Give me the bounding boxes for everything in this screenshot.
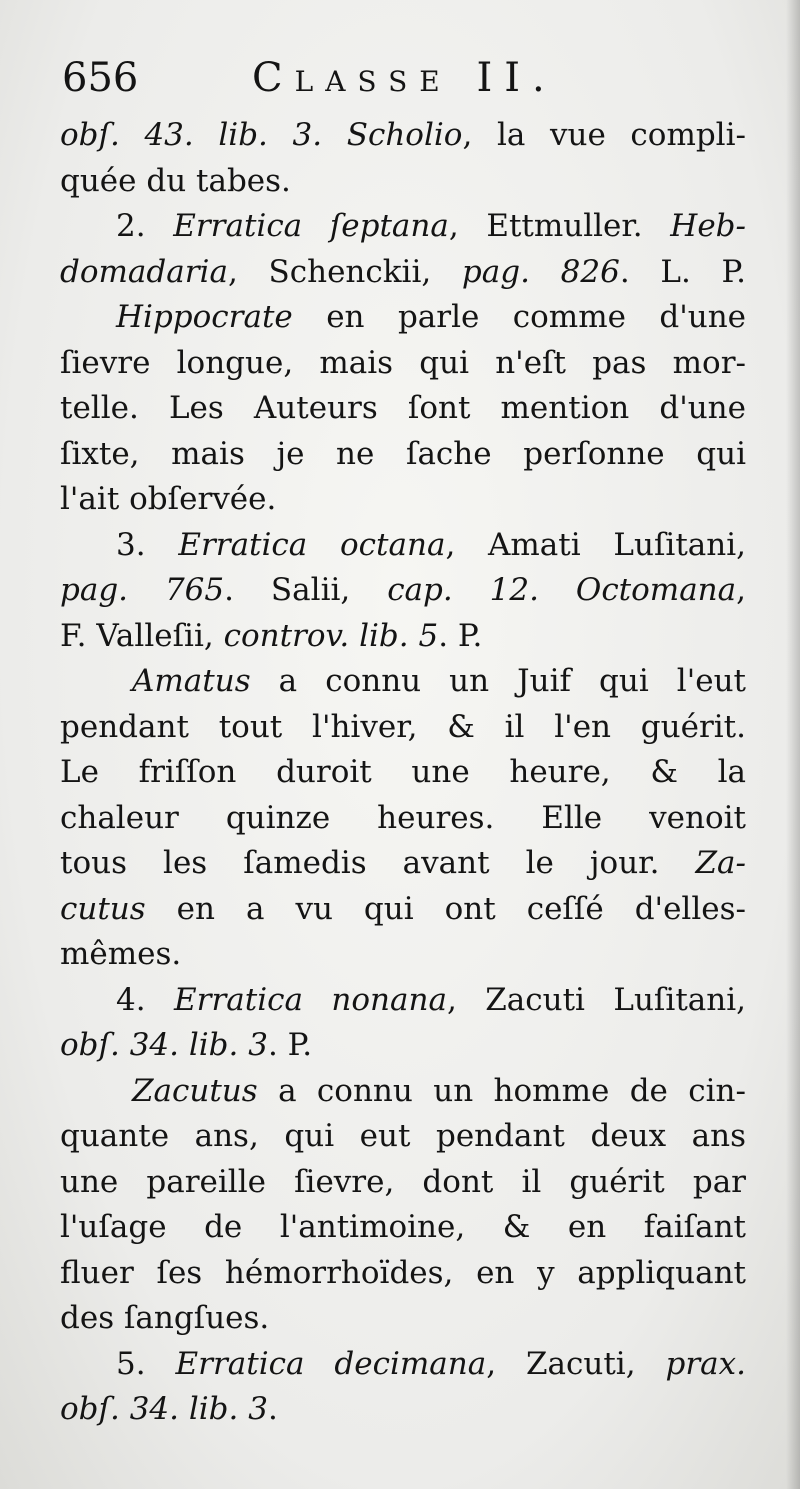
italic-text-run: obſ. 34. lib. 3 xyxy=(60,1391,268,1427)
italic-text-run: Erratica nonana xyxy=(174,981,447,1018)
text-run: , Zacuti, xyxy=(486,1345,666,1382)
text-run: a connu un homme de cin- xyxy=(257,1072,746,1109)
text-run: des ſangſues. xyxy=(60,1300,270,1336)
italic-text-run: obſ. 43. lib. 3. Scholio xyxy=(60,117,463,153)
text-run: . L. P. xyxy=(619,253,746,290)
text-line xyxy=(60,477,746,523)
text-run: Le friſſon duroit une heure, & la xyxy=(60,754,746,790)
text-line xyxy=(60,705,746,751)
text-run: . P. xyxy=(438,617,483,654)
text-run: une pareille ſievre, dont il guérit par xyxy=(60,1163,746,1200)
text-line xyxy=(60,796,746,842)
text-run: telle. Les Auteurs ſont mention d'une xyxy=(60,390,746,426)
text-run: , Zacuti Luſitani, xyxy=(446,981,746,1018)
italic-text-run: Amatus xyxy=(132,663,251,699)
text-line xyxy=(60,341,746,387)
text-line xyxy=(60,159,746,205)
text-line xyxy=(60,386,746,432)
text-line xyxy=(60,1160,746,1206)
italic-text-run: controv. lib. 5 xyxy=(223,617,439,654)
text-line xyxy=(60,614,746,660)
text-line xyxy=(60,1205,746,1251)
text-run: fluer ſes hémorrhoïdes, en y appliquant xyxy=(60,1254,746,1291)
text-run: quée du tabes. xyxy=(60,162,291,199)
text-run: chaleur quinze heures. Elle venoit xyxy=(60,799,746,836)
text-line xyxy=(60,659,746,705)
text-run: , xyxy=(736,572,746,608)
text-line xyxy=(60,113,746,159)
text-line xyxy=(60,250,746,296)
page-edge-shadow xyxy=(786,0,800,1489)
text-line xyxy=(60,750,746,796)
text-run: . P. xyxy=(267,1027,313,1063)
text-line xyxy=(60,841,746,887)
text-line xyxy=(60,295,746,341)
text-run: ſixte, mais je ne ſache perſonne qui xyxy=(60,435,746,472)
text-run: 5. xyxy=(116,1345,176,1382)
italic-text-run: cutus xyxy=(60,890,146,927)
italic-text-run: Za- xyxy=(695,845,746,881)
body-text xyxy=(60,113,746,1433)
text-run: quante ans, qui eut pendant deux ans xyxy=(60,1118,746,1154)
italic-text-run: Erratica octana xyxy=(178,526,446,563)
text-run: en parle comme d'une xyxy=(292,299,746,335)
text-run: , Ettmuller. xyxy=(448,208,671,244)
text-run: 3. xyxy=(116,526,179,563)
text-run: l'ait obſervée. xyxy=(60,481,277,517)
text-line xyxy=(60,932,746,978)
italic-text-run: Erratica ſeptana xyxy=(173,208,449,244)
text-line xyxy=(60,1023,746,1069)
text-line xyxy=(60,1296,746,1342)
text-run: en a vu qui ont ceſſé d'elles- xyxy=(145,890,746,927)
text-run: l'uſage de l'antimoine, & en faiſant xyxy=(60,1209,746,1245)
text-line xyxy=(60,1342,746,1388)
italic-text-run: Erratica decimana xyxy=(175,1345,487,1382)
text-run: . Salii, xyxy=(224,572,388,608)
text-run: 4. xyxy=(116,981,175,1018)
text-run: , la vue compli- xyxy=(462,117,746,153)
italic-text-run: cap. 12. Octomana xyxy=(387,572,737,608)
italic-text-run: obſ. 34. lib. 3 xyxy=(60,1027,268,1063)
text-line xyxy=(60,1251,746,1297)
page-number: 656 xyxy=(62,55,139,101)
text-run: pendant tout l'hiver, & il l'en guérit. xyxy=(60,708,746,745)
text-line xyxy=(60,204,746,250)
italic-text-run: pag. 765 xyxy=(60,572,225,608)
text-run: 2. xyxy=(116,208,174,244)
italic-text-run: pag. 826 xyxy=(461,253,620,290)
text-line xyxy=(60,1387,746,1433)
text-line xyxy=(60,523,746,569)
text-run: a connu un Juif qui l'eut xyxy=(250,663,746,699)
text-run: ſievre longue, mais qui n'eſt pas mor- xyxy=(60,344,746,381)
running-header xyxy=(62,48,762,108)
text-run: mêmes. xyxy=(60,936,182,972)
italic-text-run: Heb- xyxy=(670,208,746,244)
text-line xyxy=(60,1114,746,1160)
italic-text-run: Zacutus xyxy=(132,1072,258,1109)
italic-text-run: prax. xyxy=(665,1345,746,1382)
text-run: F. Valleſii, xyxy=(60,617,224,654)
text-run: tous les ſamedis avant le jour. xyxy=(60,845,696,881)
text-line xyxy=(60,887,746,933)
text-run: , Schenckii, xyxy=(227,253,462,290)
text-line xyxy=(60,432,746,478)
text-run: . xyxy=(267,1391,278,1427)
italic-text-run: Hippocrate xyxy=(116,299,293,335)
text-run: , Amati Luſitani, xyxy=(445,526,747,563)
text-line xyxy=(60,978,746,1024)
text-line xyxy=(60,1069,746,1115)
running-title: Classe II. xyxy=(252,55,557,101)
text-line xyxy=(60,568,746,614)
italic-text-run: domadaria xyxy=(60,253,228,290)
